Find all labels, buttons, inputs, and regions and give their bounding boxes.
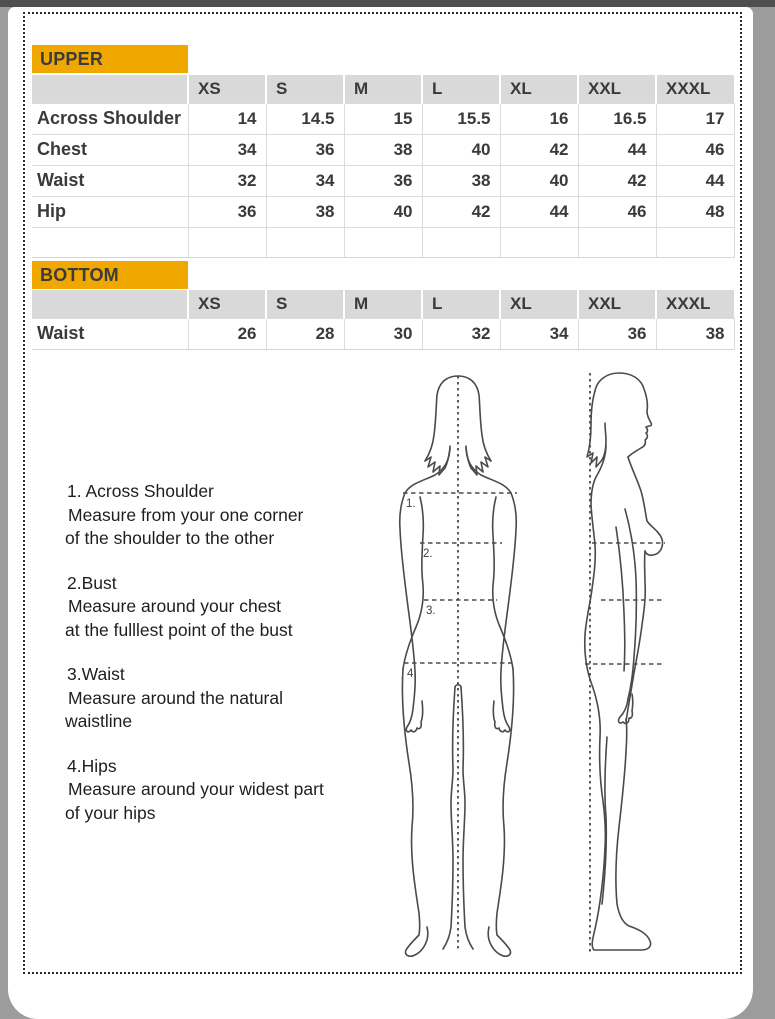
instruction-title: 4.Hips bbox=[67, 755, 117, 776]
size-cell: 26 bbox=[188, 318, 266, 349]
size-cell: 44 bbox=[656, 165, 734, 196]
size-cell: 40 bbox=[422, 134, 500, 165]
size-header-m: M bbox=[344, 290, 422, 318]
table-row-waist bbox=[32, 165, 734, 196]
size-cell: 34 bbox=[500, 318, 578, 349]
side-figure bbox=[585, 373, 665, 955]
size-header-blank bbox=[32, 75, 188, 103]
figure-label-bust: 2. bbox=[423, 548, 433, 560]
size-header-xs: XS bbox=[188, 75, 266, 103]
size-cell: 42 bbox=[578, 165, 656, 196]
table-row-across-shoulder bbox=[32, 103, 734, 134]
table-row-hip bbox=[32, 196, 734, 227]
size-cell: 15 bbox=[344, 103, 422, 134]
size-cell: 30 bbox=[344, 318, 422, 349]
instruction-text: of your hips bbox=[65, 802, 156, 823]
table-row-bottom-waist bbox=[32, 318, 734, 349]
instruction-across-shoulder bbox=[65, 480, 395, 551]
instruction-title: 3.Waist bbox=[67, 664, 125, 684]
size-cell: 46 bbox=[656, 134, 734, 165]
size-header-s: S bbox=[266, 75, 344, 103]
table-row-chest bbox=[32, 134, 734, 165]
size-header-s: S bbox=[266, 290, 344, 318]
empty-cell bbox=[344, 227, 422, 257]
instruction-waist bbox=[65, 663, 395, 734]
size-cell: 16 bbox=[500, 103, 578, 134]
size-header-blank bbox=[32, 290, 188, 318]
size-header-xxl: XXL bbox=[578, 290, 656, 318]
bottom-header-row bbox=[32, 290, 734, 318]
row-label: Across Shoulder bbox=[32, 103, 188, 134]
figure-label-hip: 4. bbox=[407, 668, 417, 680]
size-cell: 40 bbox=[500, 165, 578, 196]
size-header-xs: XS bbox=[188, 290, 266, 318]
row-label: Chest bbox=[32, 134, 188, 165]
size-cell: 34 bbox=[266, 165, 344, 196]
size-cell: 48 bbox=[656, 196, 734, 227]
instruction-text: of the shoulder to the other bbox=[65, 528, 275, 548]
size-cell: 16.5 bbox=[578, 103, 656, 134]
instruction-text: Measure around your widest part bbox=[68, 779, 324, 799]
instruction-text: waistline bbox=[65, 711, 133, 731]
empty-cell bbox=[500, 227, 578, 257]
row-label: Waist bbox=[32, 318, 188, 349]
instruction-title: 2.Bust bbox=[67, 572, 117, 593]
size-header-xxxl: XXXL bbox=[656, 75, 734, 103]
size-header-l: L bbox=[422, 75, 500, 103]
size-cell: 38 bbox=[656, 318, 734, 349]
size-cell: 40 bbox=[344, 196, 422, 227]
size-cell: 38 bbox=[422, 165, 500, 196]
size-cell: 32 bbox=[188, 165, 266, 196]
size-cell: 38 bbox=[344, 134, 422, 165]
size-header-xxxl: XXXL bbox=[656, 290, 734, 318]
empty-cell bbox=[266, 227, 344, 257]
row-label: Hip bbox=[32, 196, 188, 227]
size-cell: 36 bbox=[266, 134, 344, 165]
screenshot-top-strip bbox=[0, 0, 775, 7]
size-cell: 44 bbox=[578, 134, 656, 165]
empty-cell bbox=[32, 227, 188, 257]
size-cell: 34 bbox=[188, 134, 266, 165]
instruction-text: at the fulllest point of the bust bbox=[65, 619, 293, 640]
instruction-text: Measure around the natural bbox=[68, 687, 283, 708]
size-cell: 42 bbox=[422, 196, 500, 227]
size-header-m: M bbox=[344, 75, 422, 103]
size-cell: 36 bbox=[344, 165, 422, 196]
size-cell: 46 bbox=[578, 196, 656, 227]
empty-cell bbox=[656, 227, 734, 257]
figure-illustration bbox=[395, 368, 717, 970]
front-figure bbox=[400, 376, 517, 956]
size-header-l: L bbox=[422, 290, 500, 318]
figure-label-shoulder: 1. bbox=[406, 498, 416, 510]
upper-size-table bbox=[32, 75, 735, 258]
size-cell: 38 bbox=[266, 196, 344, 227]
instruction-title: 1. Across Shoulder bbox=[67, 481, 214, 501]
size-chart-page bbox=[8, 7, 753, 1019]
upper-section-badge: UPPER bbox=[32, 45, 188, 73]
size-header-xl: XL bbox=[500, 290, 578, 318]
size-cell: 36 bbox=[188, 196, 266, 227]
empty-cell bbox=[188, 227, 266, 257]
empty-cell bbox=[422, 227, 500, 257]
size-cell: 32 bbox=[422, 318, 500, 349]
size-cell: 28 bbox=[266, 318, 344, 349]
figure-label-waist: 3. bbox=[426, 605, 436, 617]
empty-cell bbox=[578, 227, 656, 257]
size-cell: 42 bbox=[500, 134, 578, 165]
size-cell: 44 bbox=[500, 196, 578, 227]
row-label: Waist bbox=[32, 165, 188, 196]
instruction-bust bbox=[65, 572, 395, 643]
size-header-xxl: XXL bbox=[578, 75, 656, 103]
size-cell: 14.5 bbox=[266, 103, 344, 134]
size-cell: 15.5 bbox=[422, 103, 500, 134]
empty-spacer-row bbox=[32, 227, 734, 257]
size-header-xl: XL bbox=[500, 75, 578, 103]
measurement-instructions bbox=[65, 480, 395, 846]
size-cell: 36 bbox=[578, 318, 656, 349]
upper-header-row bbox=[32, 75, 734, 103]
instruction-hips bbox=[65, 755, 395, 826]
bottom-section-badge: BOTTOM bbox=[32, 261, 188, 289]
size-cell: 14 bbox=[188, 103, 266, 134]
instruction-text: Measure from your one corner bbox=[68, 504, 304, 525]
instruction-text: Measure around your chest bbox=[68, 596, 282, 616]
dotted-frame bbox=[23, 12, 742, 974]
size-cell: 17 bbox=[656, 103, 734, 134]
bottom-size-table bbox=[32, 290, 735, 350]
body-measurement-figures bbox=[395, 368, 717, 970]
